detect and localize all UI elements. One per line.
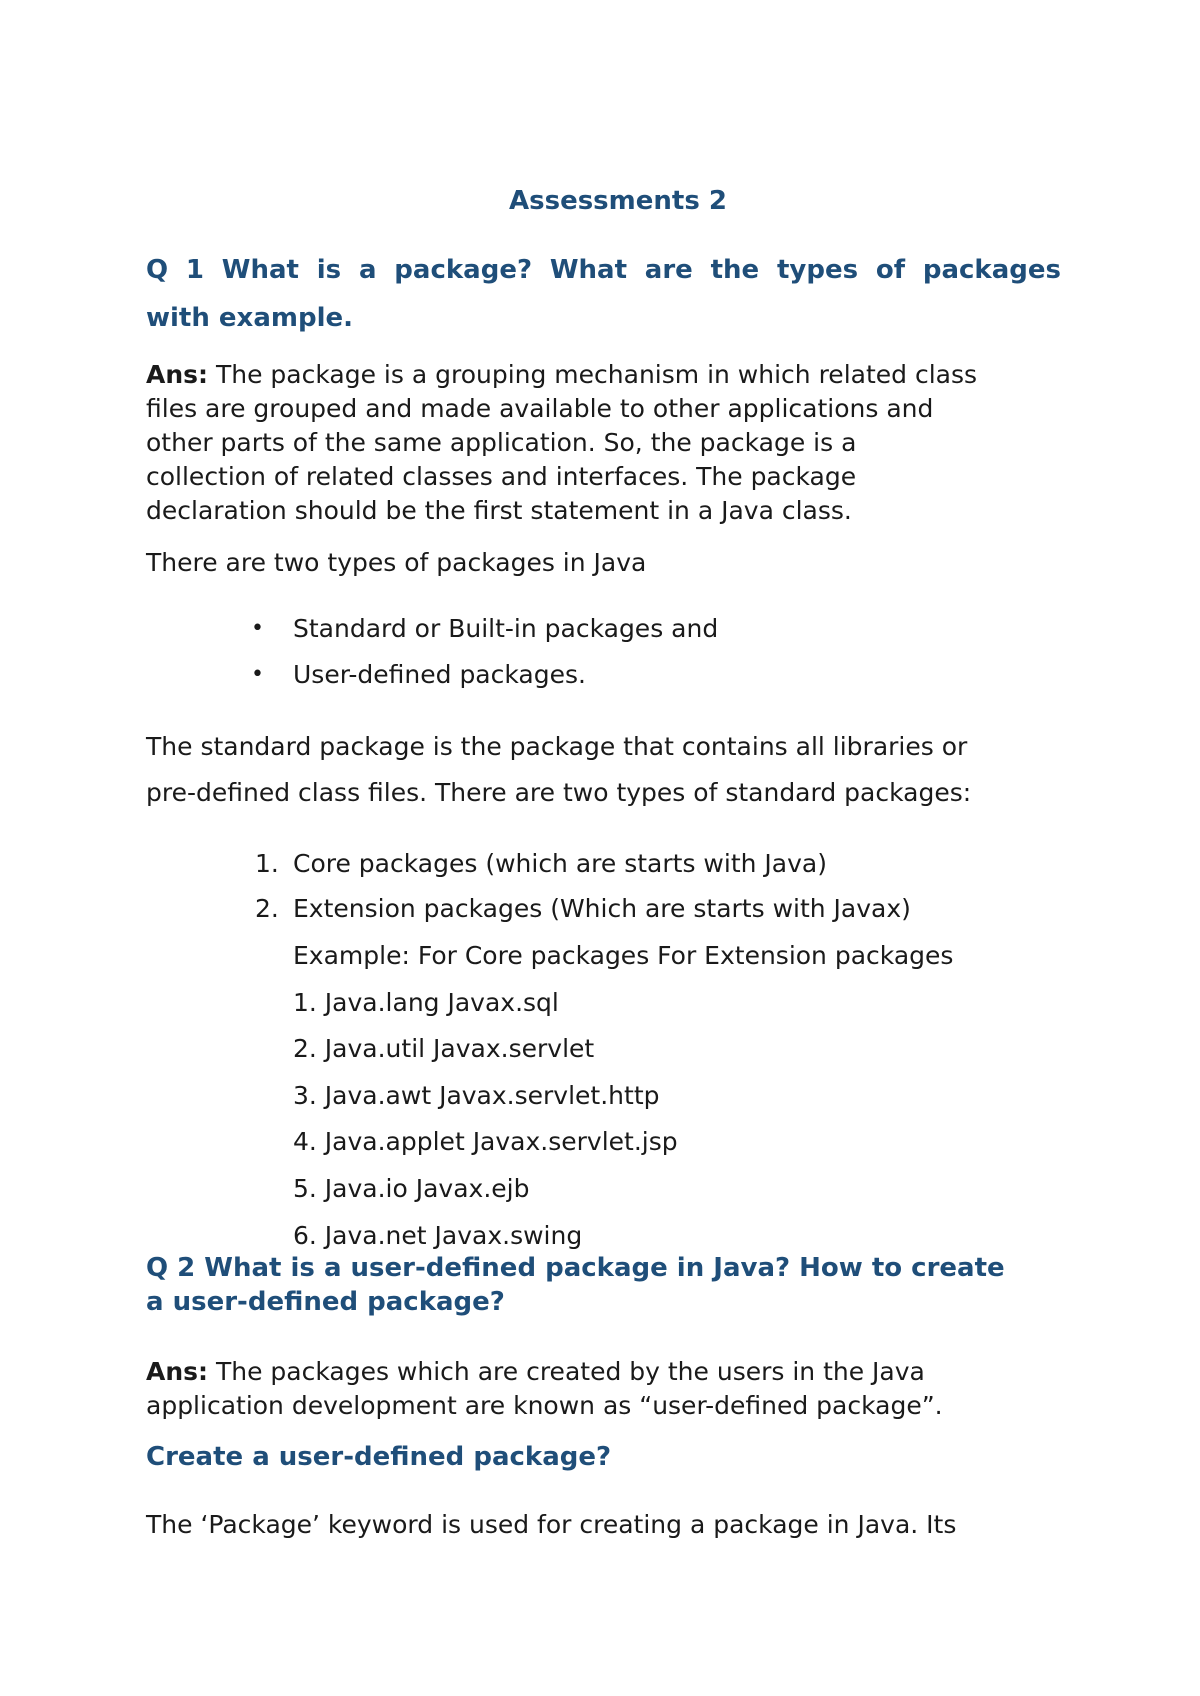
q1-heading-line2: with example. <box>146 303 353 333</box>
bullet-item: User-defined packages. <box>293 660 586 689</box>
q1-answer-line5: declaration should be the first statement in a Java class. <box>146 496 852 525</box>
q2-answer-text: The packages which are created by the users in the Java <box>208 1357 925 1386</box>
types-intro: There are two types of packages in Java <box>146 548 647 577</box>
standard-para-line1: The standard package is the package that contains all libraries or <box>146 732 968 761</box>
example-item: 4. Java.applet Javax.servlet.jsp <box>293 1127 678 1156</box>
example-item: 2. Java.util Javax.servlet <box>293 1034 595 1063</box>
page-title: Assessments 2 <box>509 186 727 216</box>
example-item: 5. Java.io Javax.ejb <box>293 1174 530 1203</box>
bullet-marker: • <box>251 616 264 641</box>
list-number: 1. <box>255 849 279 878</box>
q1-heading-line1: Q 1 What is a package? What are the types of packages <box>146 255 1061 285</box>
q2-heading-line2: a user-defined package? <box>146 1287 505 1317</box>
q1-answer-line4: collection of related classes and interfaces. The package <box>146 462 857 491</box>
q2-answer-label: Ans: <box>146 1357 209 1386</box>
q2-heading-line1: Q 2 What is a user-defined package in Java? How to create <box>146 1253 1005 1283</box>
q1-answer-text: The package is a grouping mechanism in which related class <box>208 360 978 389</box>
q1-answer-label: Ans: <box>146 360 209 389</box>
example-item: 3. Java.awt Javax.servlet.http <box>293 1081 660 1110</box>
example-header: Example: For Core packages For Extension packages <box>293 941 954 970</box>
q2-answer-line2: application development are known as “user-defined package”. <box>146 1391 943 1420</box>
list-item: Extension packages (Which are starts with Javax) <box>293 894 911 923</box>
bullet-item: Standard or Built-in packages and <box>293 614 719 643</box>
list-item: Core packages (which are starts with Java) <box>293 849 827 878</box>
list-number: 2. <box>255 894 279 923</box>
q1-answer-line3: other parts of the same application. So, the package is a <box>146 428 857 457</box>
q1-answer-line1 <box>146 360 977 390</box>
example-item: 1. Java.lang Javax.sql <box>293 988 559 1017</box>
example-item: 6. Java.net Javax.swing <box>293 1221 583 1250</box>
standard-para-line2: pre-defined class files. There are two types of standard packages: <box>146 778 972 807</box>
bullet-marker: • <box>251 662 264 687</box>
q2-answer-line1 <box>146 1357 925 1387</box>
create-heading: Create a user-defined package? <box>146 1442 612 1472</box>
q1-answer-line2: files are grouped and made available to other applications and <box>146 394 934 423</box>
package-keyword-line: The ‘Package’ keyword is used for creating a package in Java. Its <box>146 1510 957 1539</box>
